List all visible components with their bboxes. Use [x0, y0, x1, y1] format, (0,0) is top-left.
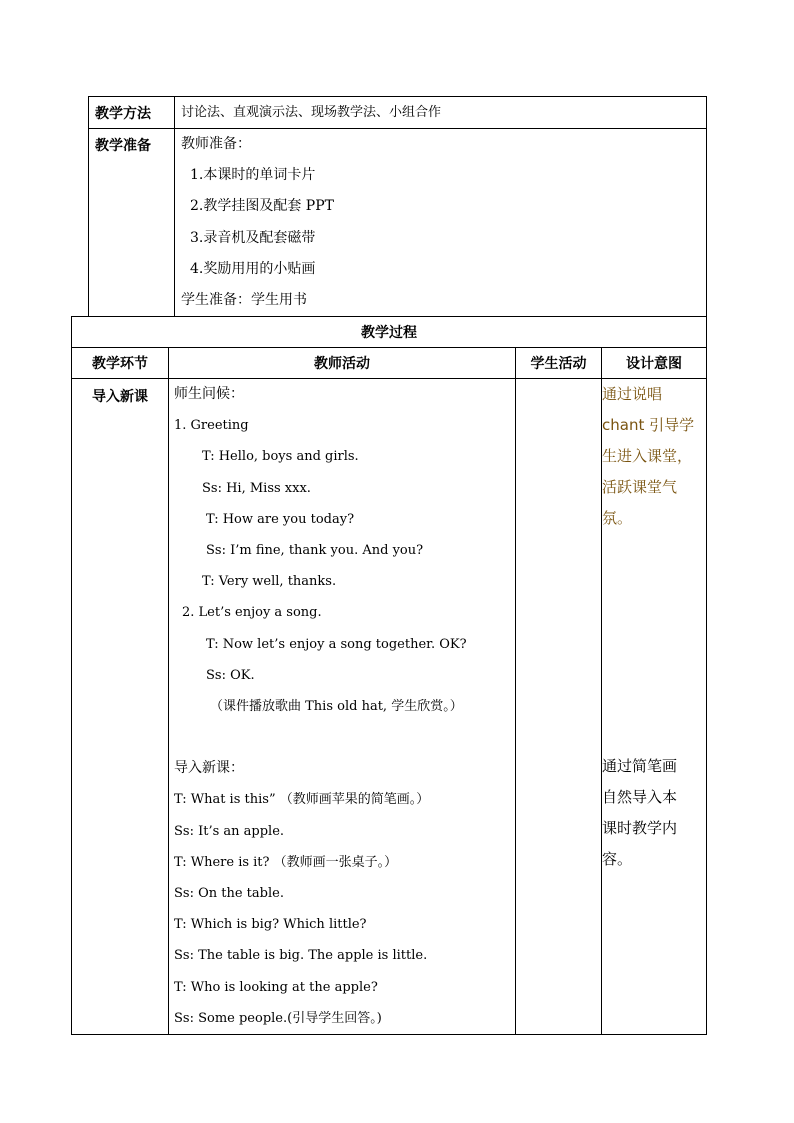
stage-cell: 导入新课 — [72, 379, 169, 1035]
teacher-line: Ss: The table is big. The apple is little. — [174, 948, 428, 964]
prep-line: 学生准备：学生用书 — [181, 291, 307, 308]
process-table — [71, 316, 707, 1035]
header-student: 学生活动 — [516, 348, 602, 379]
teacher-line: T: Now let’s enjoy a song together. OK? — [206, 636, 467, 652]
teacher-line: T: What is this” （教师画苹果的简笔画。） — [174, 792, 430, 808]
top-info-table — [88, 96, 707, 317]
design-line: 通过说唱 — [602, 385, 663, 403]
teacher-line: T: Where is it? （教师画一张桌子。） — [174, 854, 398, 870]
prep-cell — [175, 129, 707, 317]
prep-line: 教师准备： — [181, 136, 251, 152]
design-spacer — [602, 534, 706, 751]
prep-line: 4.奖励用用的小贴画 — [190, 260, 316, 277]
teacher-line: T: Who is looking at the apple? — [174, 979, 378, 995]
design-line: 生进入课堂， — [602, 447, 693, 465]
design-line: 自然导入本 — [602, 788, 678, 806]
design-line: chant 引导学 — [602, 416, 695, 434]
teacher-line: T: Very well, thanks. — [202, 574, 337, 590]
teacher-line: Ss: I’m fine, thank you. And you? — [206, 542, 424, 558]
teacher-line: Ss: Hi, Miss xxx. — [202, 480, 311, 496]
method-value: 讨论法、直观演示法、现场教学法、小组合作 — [181, 105, 442, 120]
teacher-line: 师生问候： — [174, 386, 244, 402]
method-label: 教学方法 — [89, 97, 175, 129]
header-design: 设计意图 — [602, 348, 707, 379]
design-line: 氛。 — [602, 509, 633, 527]
teacher-line: 2. Let’s enjoy a song. — [182, 605, 322, 621]
teacher-line: Ss: It’s an apple. — [174, 823, 285, 839]
prep-line: 2.教学挂图及配套 PPT — [190, 198, 334, 215]
header-teacher: 教师活动 — [169, 348, 516, 379]
design-line: 通过简笔画 — [602, 757, 678, 775]
teacher-line: T: Which is big? Which little? — [174, 917, 367, 933]
design-line: 容。 — [602, 850, 633, 868]
teacher-line: 1. Greeting — [174, 418, 249, 434]
prep-line: 1.本课时的单词卡片 — [190, 167, 316, 184]
teacher-line: Ss: Some people.(引导学生回答。) — [174, 1010, 382, 1026]
teacher-line — [174, 722, 515, 753]
teacher-line: 导入新课： — [174, 760, 244, 777]
teacher-line: T: Hello, boys and girls. — [202, 449, 359, 465]
header-stage: 教学环节 — [72, 348, 169, 379]
prep-label: 教学准备 — [89, 129, 175, 317]
process-title: 教学过程 — [72, 317, 707, 348]
method-value-cell — [175, 97, 707, 129]
teacher-line: T: How are you today? — [206, 511, 355, 527]
teacher-activity-cell — [169, 379, 516, 1035]
teacher-line: Ss: OK. — [206, 667, 255, 683]
design-line: 课时教学内 — [602, 819, 678, 837]
prep-line: 3.录音机及配套磁带 — [190, 229, 316, 246]
student-activity-cell — [516, 379, 602, 1035]
teacher-line: （课件播放歌曲 This old hat, 学生欣赏。） — [210, 698, 463, 714]
design-intent-cell — [602, 379, 707, 1035]
teacher-line: Ss: On the table. — [174, 886, 284, 901]
design-line: 活跃课堂气 — [602, 478, 678, 496]
